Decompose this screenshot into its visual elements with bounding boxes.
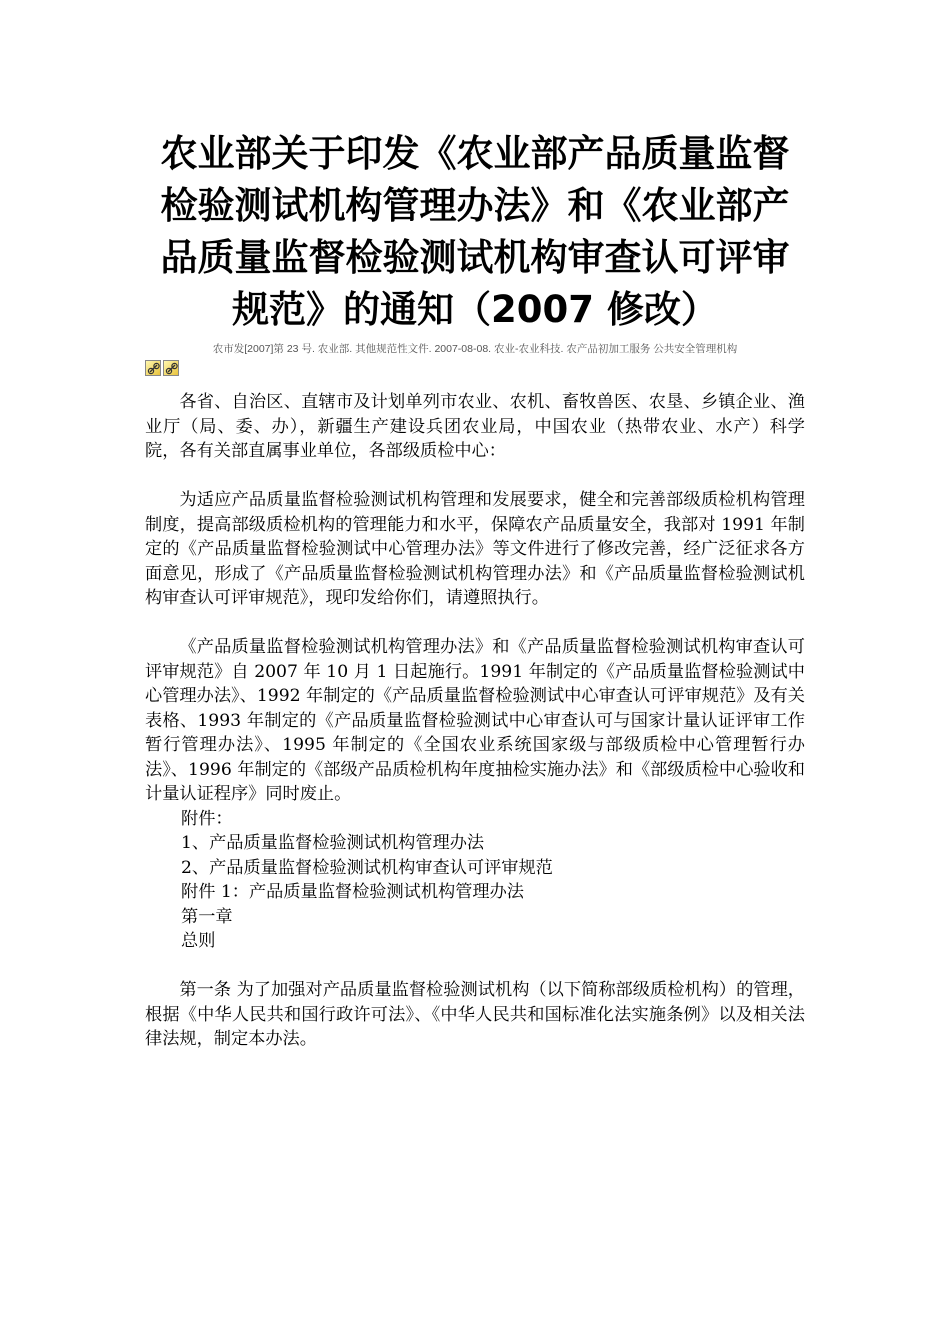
link-icon[interactable] — [163, 360, 179, 376]
attachment-item: 2、产品质量监督检验测试机构审查认可评审规范 — [181, 857, 553, 878]
title-line: 检验测试机构管理办法》和《农业部产 — [160, 184, 790, 227]
title-line: 规范》的通知（2007 修改） — [232, 288, 718, 331]
icon-row — [145, 360, 805, 378]
document-page — [145, 128, 805, 1052]
paragraph-purpose: 为适应产品质量监督检验测试机构管理和发展要求，健全和完善部级质检机构管理制度，提高部级质检机构的管理能力和水平，保障农产品质量安全，我部对 1991 年制定的《产品质量监督检验测试中心管理办法》等文件进行了修改完善，经广泛征求各方面意见，形成了《产品质量监督检验测试机构管理办法》和《产品质量监督检验测试机构审查认可评审规范》，现印发给你们，请遵照执行。 — [145, 490, 805, 608]
chapter-heading: 第一章 — [181, 906, 233, 927]
title-line: 农业部关于印发《农业部产品质量监督 — [160, 132, 790, 175]
link-icon[interactable] — [145, 360, 161, 376]
chapter-title: 总则 — [181, 931, 216, 951]
paragraph-recipients: 各省、自治区、直辖市及计划单列市农业、农机、畜牧兽医、农垦、乡镇企业、渔业厅（局、委、办），新疆生产建设兵团农业局，中国农业（热带农业、水产）科学院，各有关部直属事业单位，各部级质检中心： — [145, 392, 805, 461]
attachment-item: 1、产品质量监督检验测试机构管理办法 — [181, 833, 485, 853]
attachments-heading: 附件： — [181, 808, 233, 829]
article-1: 第一条 为了加强对产品质量监督检验测试机构（以下简称部级质检机构）的管理，根据《中华人民共和国行政许可法》、《中华人民共和国标准化法实施条例》以及相关法律法规，制定本办法。 — [145, 980, 805, 1049]
attachment-1-heading: 附件 1：产品质量监督检验测试机构管理办法 — [181, 882, 524, 902]
paragraph-effective-date: 《产品质量监督检验测试机构管理办法》和《产品质量监督检验测试机构审查认可评审规范》自 2007 年 10 月 1 日起施行。1991 年制定的《产品质量监督检验测试中心管理办法》、1992 年制定的《产品质量监督检验测试中心审查认可评审规范》及有关表格、1993 年制定的《产品质量监督检验测试中心审查认可与国家计量认证评审工作暂行管理办法》、1995 年制定的《全国农业系统国家级与部级质检中心管理暂行办法》、1996 年制定的《部级产品质检机构年度抽检实施办法》和《部级质检中心验收和计量认证程序》同时废止。 — [145, 637, 805, 804]
document-meta: 农市发[2007]第 23 号. 农业部. 其他规范性文件. 2007-08-08. 农业-农业科技. 农产品初加工服务 公共安全管理机构 — [212, 343, 738, 355]
title-line: 品质量监督检验测试机构审查认可评审 — [160, 236, 790, 279]
document-title — [145, 128, 805, 336]
